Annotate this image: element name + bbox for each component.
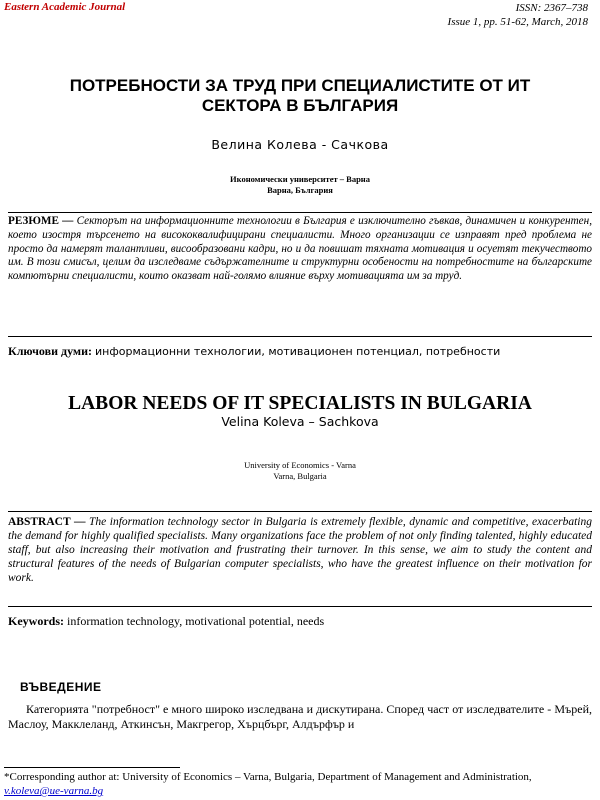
abstract-bulgarian bbox=[8, 215, 592, 284]
issn: ISSN: 2367–738 bbox=[515, 2, 588, 14]
title-bulgarian-line2: СЕКТОРА В БЪЛГАРИЯ bbox=[201, 96, 399, 115]
journal-name: Eastern Academic Journal bbox=[4, 1, 126, 13]
keywords-english-value: information technology, motivational potential, needs bbox=[67, 614, 325, 628]
title-english: LABOR NEEDS OF IT SPECIALISTS IN BULGARIA bbox=[68, 393, 532, 414]
issue-pages: Issue 1, pp. 51-62, March, 2018 bbox=[447, 16, 588, 28]
affiliation-english-line2: Varna, Bulgaria bbox=[273, 471, 327, 481]
title-bulgarian bbox=[0, 76, 600, 116]
divider-bottom-bg bbox=[8, 336, 592, 337]
abstract-english bbox=[8, 515, 592, 585]
footnote bbox=[4, 770, 592, 798]
affiliation-english bbox=[0, 460, 600, 482]
keywords-bulgarian-label: Ключови думи: bbox=[8, 344, 93, 358]
affiliation-bulgarian-line1: Икономически университет – Варна bbox=[230, 174, 370, 184]
divider-top-bg bbox=[8, 212, 592, 213]
section-heading-introduction: ВЪВЕДЕНИЕ bbox=[20, 680, 102, 694]
title-bulgarian-line1: ПОТРЕБНОСТИ ЗА ТРУД ПРИ СПЕЦИАЛИСТИТЕ ОТ ИТ bbox=[69, 76, 531, 95]
abstract-bulgarian-label: РЕЗЮМЕ — bbox=[8, 215, 74, 227]
affiliation-english-line1: University of Economics - Varna bbox=[244, 460, 356, 470]
divider-top-en bbox=[8, 511, 592, 512]
keywords-bulgarian bbox=[8, 344, 592, 359]
abstract-bulgarian-text: Секторът на информационните технологии в България е изключително гъвкав, динамичен и конкурентен, което изостря търсенето на висококвалифицирани специалисти. Много организации се изправят пред проблема не просто да намерят талантливи, висообразовани кадри, но и да повишат тяхната мотивация и осуетят текучеството им. В този смисъл, целим да изследваме съдържателните и структурни особености на потребностите на българските компютърни специалисти, които оказват най-голямо влияние върху мотивацията им за труд. bbox=[8, 215, 592, 283]
author-english: Velina Koleva – Sachkova bbox=[221, 414, 379, 429]
affiliation-bulgarian bbox=[0, 174, 600, 196]
keywords-english bbox=[8, 614, 592, 629]
footnote-divider bbox=[4, 767, 180, 768]
issue-info bbox=[448, 1, 588, 29]
abstract-english-text: The information technology sector in Bulgaria is extremely flexible, dynamic and competitive, exacerbating the demand for highly qualified specialists. Many organizations face the problem of not only finding talented, highly educated staff, but also increasing their motivation and frustrating their turnover. In this sense, we aim to study the content and structural features of the needs of Bulgarian computer specialists, who have the greatest influence on their motivation for work. bbox=[8, 516, 593, 584]
divider-bottom-en bbox=[8, 606, 592, 607]
keywords-bulgarian-value: информационни технологии, мотивационен потенциал, потребности bbox=[95, 345, 501, 358]
affiliation-bulgarian-line2: Варна, България bbox=[267, 185, 333, 195]
corresponding-email-link[interactable]: v.koleva@ue-varna.bg bbox=[4, 785, 104, 797]
footnote-text: *Corresponding author at: University of Economics – Varna, Bulgaria, Department of Management and Administration, bbox=[4, 771, 532, 783]
keywords-english-label: Keywords: bbox=[8, 614, 64, 628]
author-bulgarian: Велина Колева - Сачкова bbox=[211, 137, 389, 152]
abstract-english-label: ABSTRACT — bbox=[8, 516, 86, 528]
introduction-paragraph: Категорията "потребност" е много широко изследвана и дискутирана. Според част от изследвателите - Мърей, Маслоу, Макклеланд, Аткинсън, Макгрегор, Хърцбърг, Алдърфър и bbox=[8, 702, 592, 731]
